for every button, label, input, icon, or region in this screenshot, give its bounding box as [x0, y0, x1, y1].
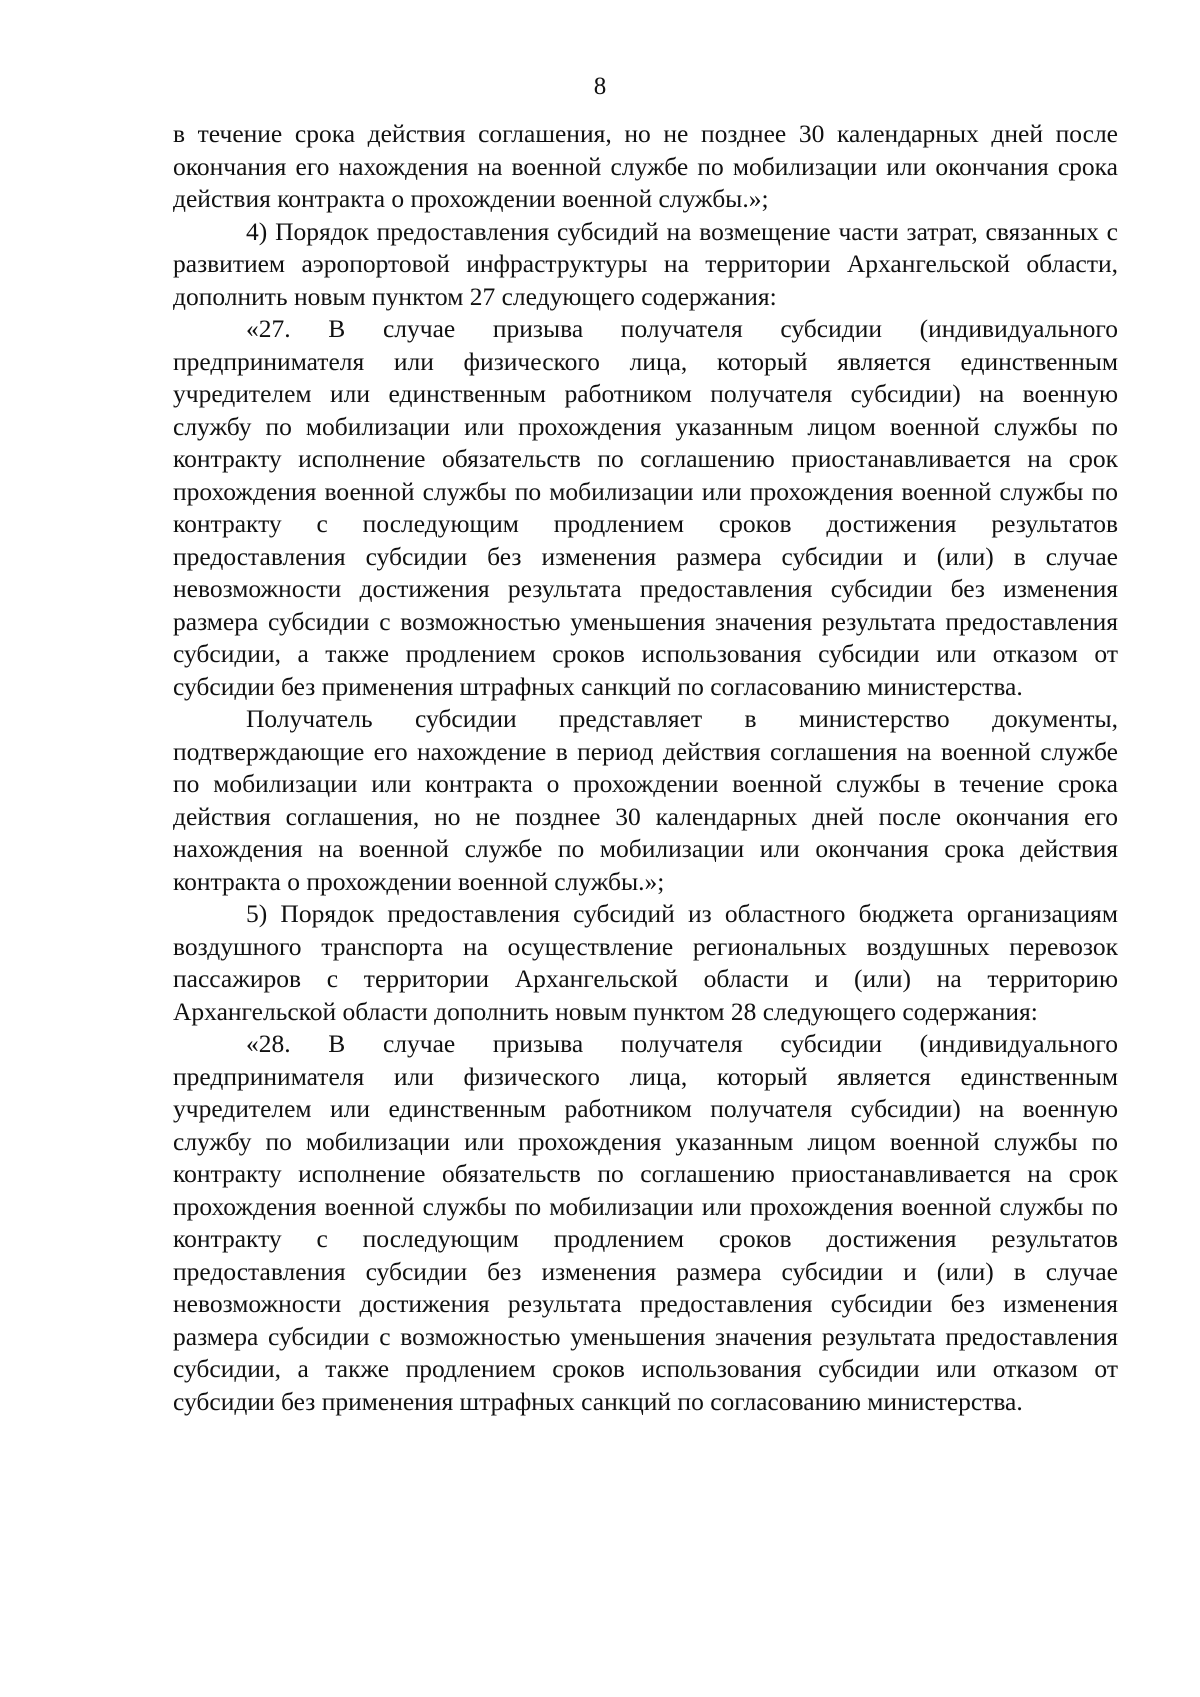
page-number: 8 — [593, 73, 607, 100]
paragraph-item-5: 5) Порядок предоставления субсидий из областного бюджета организациям воздушного транспорта на осуществление региональных воздушных перевозок пассажиров с территории Архангельской области и (или) на территорию Архангельской области дополнить новым пунктом 28 следующего содержания: — [173, 899, 1118, 1026]
document-body — [173, 118, 1118, 1418]
paragraph-continuation: в течение срока действия соглашения, но не позднее 30 календарных дней после окончания его нахождения на военной службе по мобилизации или окончания срока действия контракта о прохождении военной службы.»; — [173, 119, 1118, 213]
paragraph-recipient-documents: Получатель субсидии представляет в министерство документы, подтверждающие его нахождение в период действия соглашения на военной службе по мобилизации или контракта о прохождении военной службы в течение срока действия соглашения, но не позднее 30 календарных дней после окончания его нахождения на военной службе по мобилизации или окончания срока действия контракта о прохождении военной службы.»; — [173, 704, 1118, 896]
paragraph-item-4: 4) Порядок предоставления субсидий на возмещение части затрат, связанных с развитием аэропортовой инфраструктуры на территории Архангельской области, дополнить новым пунктом 27 следующего содержания: — [173, 216, 1118, 311]
paragraph-point-28: «28. В случае призыва получателя субсидии (индивидуального предпринимателя или физического лица, который является единственным учредителем или единственным работником получателя субсидии) на военную службу по мобилизации или прохождения указанным лицом военной службы по контракту исполнение обязательств по соглашению приостанавливается на срок прохождения военной службы по мобилизации или прохождения военной службы по контракту с последующим продлением сроков достижения результатов предоставления субсидии без изменения размера субсидии и (или) в случае невозможности достижения результата предоставления субсидии без изменения размера субсидии с возможностью уменьшения значения результата предоставления субсидии, а также продлением сроков использования субсидии или отказом от субсидии без применения штрафных санкций по согласованию министерства. — [173, 1029, 1118, 1416]
paragraph-point-27: «27. В случае призыва получателя субсидии (индивидуального предпринимателя или физического лица, который является единственным учредителем или единственным работником получателя субсидии) на военную службу по мобилизации или прохождения указанным лицом военной службы по контракту исполнение обязательств по соглашению приостанавливается на срок прохождения военной службы по мобилизации или прохождения военной службы по контракту с последующим продлением сроков достижения результатов предоставления субсидии без изменения размера субсидии и (или) в случае невозможности достижения результата предоставления субсидии без изменения размера субсидии с возможностью уменьшения значения результата предоставления субсидии, а также продлением сроков использования субсидии или отказом от субсидии без применения штрафных санкций по согласованию министерства. — [173, 314, 1118, 701]
